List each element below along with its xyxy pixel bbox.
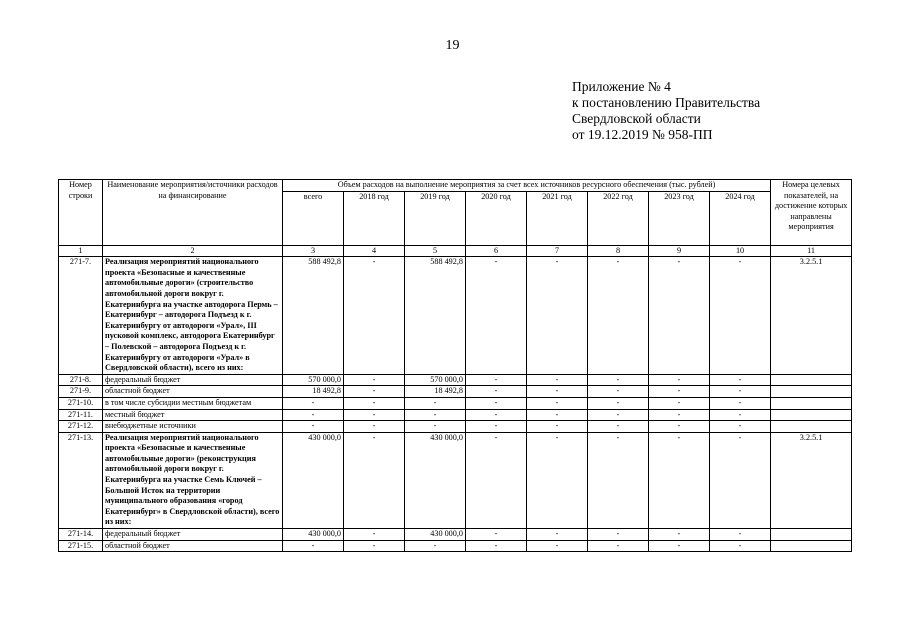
header-year: 2023 год <box>649 191 710 245</box>
year-2024-cell: - <box>710 540 771 552</box>
year-2022-cell: - <box>588 432 649 528</box>
column-number: 9 <box>649 245 710 257</box>
year-2020-cell: - <box>466 257 527 375</box>
year-2021-cell: - <box>527 540 588 552</box>
table-row <box>59 257 852 375</box>
year-2023-cell: - <box>649 386 710 398</box>
year-2020-cell: - <box>466 397 527 409</box>
year-2019-cell: 588 492,8 <box>405 257 466 375</box>
year-2018-cell: - <box>344 374 405 386</box>
year-2022-cell: - <box>588 540 649 552</box>
total-cell: 570 000,0 <box>283 374 344 386</box>
header-volume: Объем расходов на выполнение мероприятия за счет всех источников ресурсного обеспечения (тыс. рублей) <box>283 180 771 192</box>
column-number: 5 <box>405 245 466 257</box>
header-year: 2020 год <box>466 191 527 245</box>
table-row <box>59 397 852 409</box>
column-number: 11 <box>771 245 852 257</box>
year-2024-cell: - <box>710 529 771 541</box>
year-2019-cell: - <box>405 540 466 552</box>
year-2021-cell: - <box>527 421 588 433</box>
target-cell <box>771 409 852 421</box>
table-row <box>59 374 852 386</box>
appendix-line-1: Приложение № 4 <box>572 79 671 94</box>
target-cell <box>771 386 852 398</box>
total-cell: 588 492,8 <box>283 257 344 375</box>
year-2022-cell: - <box>588 421 649 433</box>
year-2024-cell: - <box>710 397 771 409</box>
column-number: 3 <box>283 245 344 257</box>
table-row <box>59 432 852 528</box>
year-2020-cell: - <box>466 374 527 386</box>
total-cell: 18 492,8 <box>283 386 344 398</box>
year-2022-cell: - <box>588 386 649 398</box>
year-2022-cell: - <box>588 397 649 409</box>
column-number: 2 <box>103 245 283 257</box>
year-2021-cell: - <box>527 386 588 398</box>
total-cell: 430 000,0 <box>283 432 344 528</box>
target-cell: 3.2.5.1 <box>771 432 852 528</box>
header-targets: Номера целевых показателей, на достижение которых направлены мероприятия <box>771 180 852 246</box>
total-cell: - <box>283 397 344 409</box>
table-row <box>59 540 852 552</box>
year-2022-cell: - <box>588 409 649 421</box>
column-numbers-row <box>59 245 852 257</box>
row-number-cell: 271-8. <box>59 374 103 386</box>
appendix-caption <box>572 79 760 143</box>
year-2024-cell: - <box>710 421 771 433</box>
year-2021-cell: - <box>527 409 588 421</box>
year-2018-cell: - <box>344 257 405 375</box>
table-row <box>59 421 852 433</box>
year-2018-cell: - <box>344 540 405 552</box>
target-cell <box>771 540 852 552</box>
table-row <box>59 409 852 421</box>
target-cell <box>771 397 852 409</box>
year-2018-cell: - <box>344 421 405 433</box>
name-cell: внебюджетные источники <box>103 421 283 433</box>
year-2018-cell: - <box>344 529 405 541</box>
year-2020-cell: - <box>466 540 527 552</box>
column-number: 1 <box>59 245 103 257</box>
table-body <box>59 257 852 552</box>
target-cell: 3.2.5.1 <box>771 257 852 375</box>
year-2024-cell: - <box>710 409 771 421</box>
expenditure-table <box>58 179 852 552</box>
year-2023-cell: - <box>649 421 710 433</box>
year-2019-cell: 430 000,0 <box>405 529 466 541</box>
header-year: 2022 год <box>588 191 649 245</box>
row-number-cell: 271-12. <box>59 421 103 433</box>
total-cell: - <box>283 421 344 433</box>
name-cell: областной бюджет <box>103 386 283 398</box>
header-year: 2019 год <box>405 191 466 245</box>
year-2021-cell: - <box>527 529 588 541</box>
header-total: всего <box>283 191 344 245</box>
row-number-cell: 271-15. <box>59 540 103 552</box>
row-number-cell: 271-9. <box>59 386 103 398</box>
name-cell: федеральный бюджет <box>103 529 283 541</box>
year-2021-cell: - <box>527 257 588 375</box>
row-number-cell: 271-10. <box>59 397 103 409</box>
year-2022-cell: - <box>588 529 649 541</box>
name-cell: Реализация мероприятий национального проекта «Безопасные и качественные автомобильные дороги» (строительство автомобильной дороги вокруг г. Екатеринбурга на участке автодорога Пермь – Екатеринбург – автодорога Подъезд к г. Екатеринбургу от автодороги «Урал», III пусковой комплекс, автодорога Екатеринбург – Полевской – автодорога Подъезд к г. Екатеринбургу от автодороги «Урал» в Свердловской области), всего из них: <box>103 257 283 375</box>
name-cell: федеральный бюджет <box>103 374 283 386</box>
appendix-line-4: от 19.12.2019 № 958-ПП <box>572 127 713 142</box>
name-cell: Реализация мероприятий национального проекта «Безопасные и качественные автомобильные дороги» (реконструкция автомобильной дороги вокруг г. Екатеринбурга на участке Семь Ключей – Большой Исток на территории муниципального образования «город Екатеринбург» в Свердловской области), всего из них: <box>103 432 283 528</box>
year-2019-cell: 18 492,8 <box>405 386 466 398</box>
year-2021-cell: - <box>527 374 588 386</box>
total-cell: - <box>283 540 344 552</box>
year-2022-cell: - <box>588 257 649 375</box>
year-2020-cell: - <box>466 421 527 433</box>
row-number-cell: 271-11. <box>59 409 103 421</box>
total-cell: 430 000,0 <box>283 529 344 541</box>
target-cell <box>771 529 852 541</box>
header-year: 2018 год <box>344 191 405 245</box>
name-cell: областной бюджет <box>103 540 283 552</box>
row-number-cell: 271-14. <box>59 529 103 541</box>
header-row-number: Номер строки <box>59 180 103 246</box>
year-2021-cell: - <box>527 432 588 528</box>
year-2019-cell: 430 000,0 <box>405 432 466 528</box>
year-2018-cell: - <box>344 386 405 398</box>
appendix-line-3: Свердловской области <box>572 111 701 126</box>
year-2023-cell: - <box>649 432 710 528</box>
year-2018-cell: - <box>344 397 405 409</box>
row-number-cell: 271-13. <box>59 432 103 528</box>
year-2024-cell: - <box>710 386 771 398</box>
column-number: 6 <box>466 245 527 257</box>
name-cell: местный бюджет <box>103 409 283 421</box>
total-cell: - <box>283 409 344 421</box>
year-2020-cell: - <box>466 409 527 421</box>
year-2023-cell: - <box>649 529 710 541</box>
year-2023-cell: - <box>649 257 710 375</box>
year-2019-cell: 570 000,0 <box>405 374 466 386</box>
page-number: 19 <box>445 38 460 53</box>
table-row <box>59 386 852 398</box>
year-2023-cell: - <box>649 540 710 552</box>
year-2020-cell: - <box>466 529 527 541</box>
year-2023-cell: - <box>649 409 710 421</box>
year-2019-cell: - <box>405 409 466 421</box>
column-number: 10 <box>710 245 771 257</box>
name-cell: в том числе субсидии местным бюджетам <box>103 397 283 409</box>
year-2020-cell: - <box>466 386 527 398</box>
year-2023-cell: - <box>649 374 710 386</box>
year-2018-cell: - <box>344 432 405 528</box>
target-cell <box>771 421 852 433</box>
year-2019-cell: - <box>405 397 466 409</box>
header-year: 2021 год <box>527 191 588 245</box>
year-2024-cell: - <box>710 257 771 375</box>
year-2024-cell: - <box>710 432 771 528</box>
target-cell <box>771 374 852 386</box>
year-2019-cell: - <box>405 421 466 433</box>
year-2023-cell: - <box>649 397 710 409</box>
year-2021-cell: - <box>527 397 588 409</box>
year-2020-cell: - <box>466 432 527 528</box>
column-number: 8 <box>588 245 649 257</box>
year-2018-cell: - <box>344 409 405 421</box>
header-row-top <box>59 180 852 192</box>
table-row <box>59 529 852 541</box>
header-name: Наименование мероприятия/источники расходов на финансирование <box>103 180 283 246</box>
column-number: 7 <box>527 245 588 257</box>
row-number-cell: 271-7. <box>59 257 103 375</box>
appendix-line-2: к постановлению Правительства <box>572 95 761 110</box>
header-year: 2024 год <box>710 191 771 245</box>
year-2024-cell: - <box>710 374 771 386</box>
year-2022-cell: - <box>588 374 649 386</box>
column-number: 4 <box>344 245 405 257</box>
